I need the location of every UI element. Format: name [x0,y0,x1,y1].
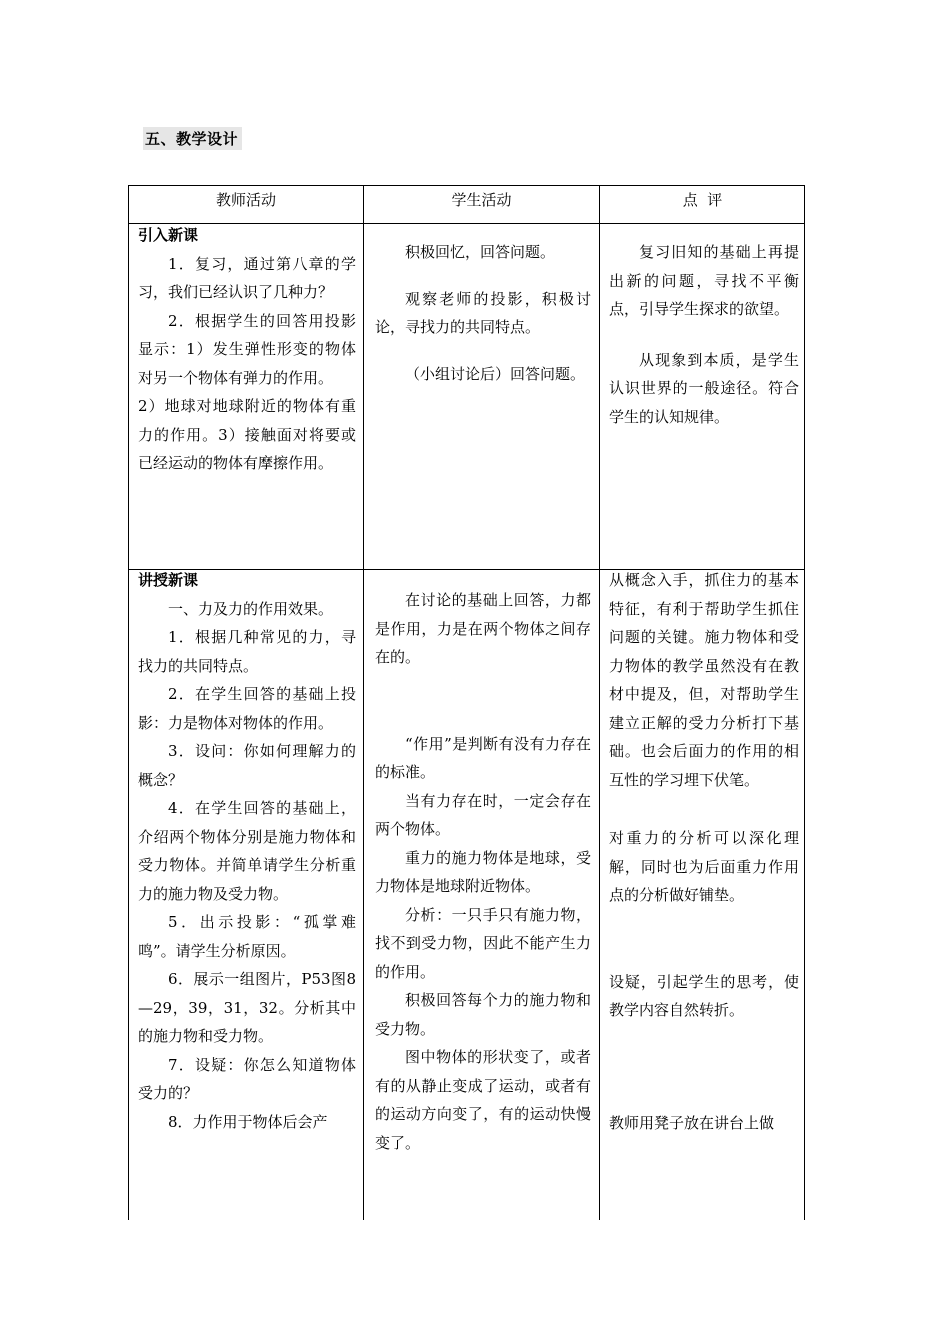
lecture-comment-cell [609,566,799,1137]
section-title: 讲授新课 [138,571,199,589]
comment-text: 教师用凳子放在讲台上做 [609,1113,775,1132]
intro-teacher-cell [138,221,356,478]
section-title: 引入新课 [138,226,199,244]
teacher-activity: 1．根据几种常见的力，寻找力的共同特点。 [138,628,356,675]
header-student: 学生活动 [451,191,512,209]
student-activity: 分析：一只手只有施力物，找不到受力物，因此不能产生力的作用。 [375,905,591,981]
comment-text: 对重力的分析可以深化理解，同时也为后面重力作用点的分析做好铺垫。 [609,829,799,904]
intro-student-cell [375,238,591,388]
student-activity: （小组讨论后）回答问题。 [405,364,586,383]
teacher-activity: 8．力作用于物体后会产 [168,1112,328,1131]
comment-text: 复习旧知的基础上再提出新的问题，寻找不平衡点，引导学生探求的欲望。 [609,243,799,318]
student-activity: “作用”是判断有没有力存在的标准。 [375,734,591,781]
teacher-activity: 3．设问：你如何理解力的概念？ [138,742,356,789]
teacher-activity: 1．复习，通过第八章的学习，我们已经认识了几种力？ [138,254,356,301]
header-comment: 点 评 [682,191,723,209]
lecture-student-cell [375,586,591,1157]
section-heading: 五、教学设计 [143,127,242,150]
lecture-teacher-cell [138,566,356,1136]
student-activity: 观察老师的投影，积极讨论，寻找力的共同特点。 [375,289,591,336]
lesson-design-table [128,185,805,1220]
teacher-activity: 2．在学生回答的基础上投影：力是物体对物体的作用。 [138,685,356,732]
teacher-activity: 2．根据学生的回答用投影显示：1）发生弹性形变的物体对另一个物体有弹力的作用。 [138,311,356,387]
teacher-activity: 4．在学生回答的基础上，介绍两个物体分别是施力物体和受力物体。并简单请学生分析重力的施力物及受力物。 [138,799,356,903]
comment-text: 从概念入手，抓住力的基本特征，有利于帮助学生抓住问题的关键。施力物体和受力物体的教学虽然没有在教材中提及，但，对帮助学生建立正解的受力分析打下基础。也会后面力的作用的相互性的学习埋下伏笔。 [609,571,799,789]
teacher-activity: 6．展示一组图片，P53图8—29，39，31，32。分析其中的施力物和受力物。 [138,970,356,1045]
teacher-activity: 2）地球对地球附近的物体有重力的作用。3）接触面对将要或已经运动的物体有摩擦作用。 [138,397,356,472]
student-activity: 重力的施力物体是地球，受力物体是地球附近物体。 [375,848,591,895]
column-divider [599,186,600,1220]
student-activity: 在讨论的基础上回答，力都是作用，力是在两个物体之间存在的。 [375,591,591,666]
comment-text: 从现象到本质，是学生认识世界的一般途径。符合学生的认知规律。 [609,350,799,426]
student-activity: 图中物体的形状变了，或者有的从静止变成了运动，或者有的运动方向变了，有的运动快慢变了。 [375,1048,591,1152]
teacher-activity: 7．设疑：你怎么知道物体受力的？ [138,1055,356,1102]
header-teacher: 教师活动 [215,191,276,209]
column-divider [363,186,364,1220]
student-activity: 积极回答每个力的施力物和受力物。 [375,991,591,1038]
table-right-border [804,186,805,1220]
teacher-activity: 一、力及力的作用效果。 [168,599,334,618]
student-activity: 积极回忆，回答问题。 [405,243,556,261]
intro-comment-cell [609,238,799,431]
student-activity: 当有力存在时，一定会存在两个物体。 [375,791,591,838]
comment-text: 设疑，引起学生的思考，使教学内容自然转折。 [609,972,799,1019]
teacher-activity: 5．出示投影：“孤掌难鸣”。请学生分析原因。 [138,913,356,960]
